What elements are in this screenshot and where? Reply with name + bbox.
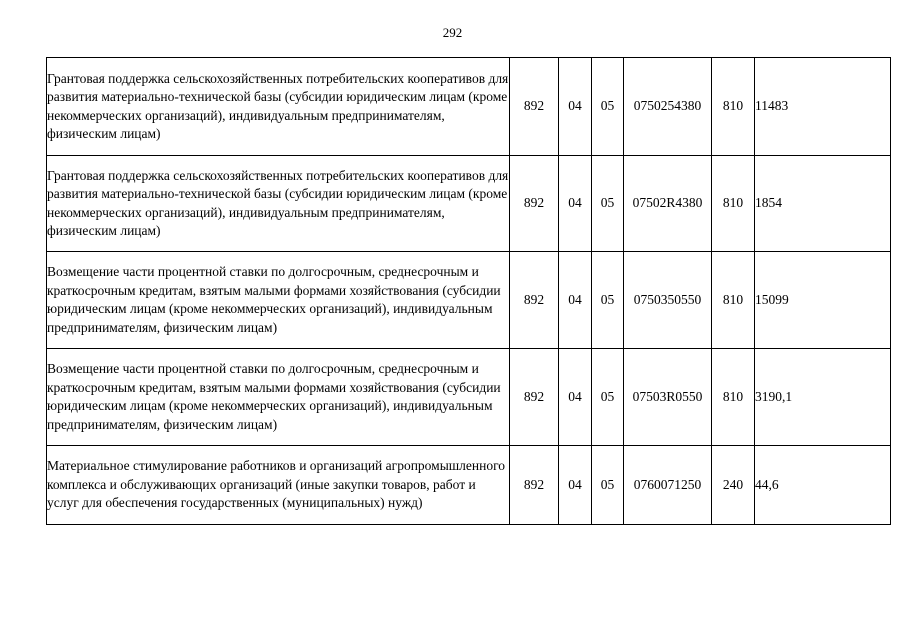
subsection-code: 05 (592, 156, 624, 252)
ministry-code: 892 (510, 58, 559, 156)
target-article-code: 0760071250 (624, 446, 712, 525)
table-row (47, 349, 891, 446)
ministry-code: 892 (510, 349, 559, 446)
expense-type-code: 810 (712, 156, 755, 252)
target-article-code: 07502R4380 (624, 156, 712, 252)
row-description: Грантовая поддержка сельскохозяйственных потребительских кооперативов для развития материально-технической базы (субсидии юридическим лицам (кроме некоммерческих организаций), индивидуальным предпринимателям, физическим лицам) (47, 58, 510, 156)
subsection-code: 05 (592, 446, 624, 525)
amount: 11483 (755, 58, 891, 156)
section-code: 04 (559, 156, 592, 252)
section-code: 04 (559, 58, 592, 156)
table-row (47, 58, 891, 156)
ministry-code: 892 (510, 252, 559, 349)
section-code: 04 (559, 446, 592, 525)
section-code: 04 (559, 349, 592, 446)
amount: 3190,1 (755, 349, 891, 446)
expense-type-code: 240 (712, 446, 755, 525)
table-row (47, 446, 891, 525)
section-code: 04 (559, 252, 592, 349)
page-number: 292 (442, 25, 463, 40)
amount: 1854 (755, 156, 891, 252)
row-description: Материальное стимулирование работников и организаций агропромышленного комплекса и обслуживающих организаций (иные закупки товаров, работ и услуг для обеспечения государственных (муниципальных) нужд) (47, 446, 510, 525)
row-description: Возмещение части процентной ставки по долгосрочным, среднесрочным и краткосрочным кредитам, взятым малыми формами хозяйствования (субсидии юридическим лицам (кроме некоммерческих организаций), индивидуальным предпринимателям, физическим лицам) (47, 252, 510, 349)
target-article-code: 07503R0550 (624, 349, 712, 446)
row-description: Возмещение части процентной ставки по долгосрочным, среднесрочным и краткосрочным кредитам, взятым малыми формами хозяйствования (субсидии юридическим лицам (кроме некоммерческих организаций), индивидуальным предпринимателям, физическим лицам) (47, 349, 510, 446)
subsection-code: 05 (592, 58, 624, 156)
expense-type-code: 810 (712, 58, 755, 156)
ministry-code: 892 (510, 446, 559, 525)
table-row (47, 252, 891, 349)
target-article-code: 0750350550 (624, 252, 712, 349)
expense-type-code: 810 (712, 349, 755, 446)
amount: 44,6 (755, 446, 891, 525)
expense-type-code: 810 (712, 252, 755, 349)
ministry-code: 892 (510, 156, 559, 252)
subsection-code: 05 (592, 252, 624, 349)
subsection-code: 05 (592, 349, 624, 446)
row-description: Грантовая поддержка сельскохозяйственных потребительских кооперативов для развития материально-технической базы (субсидии юридическим лицам (кроме некоммерческих организаций), индивидуальным предпринимателям, физическим лицам) (47, 156, 510, 252)
amount: 15099 (755, 252, 891, 349)
table-row (47, 156, 891, 252)
budget-table (46, 57, 891, 525)
target-article-code: 0750254380 (624, 58, 712, 156)
